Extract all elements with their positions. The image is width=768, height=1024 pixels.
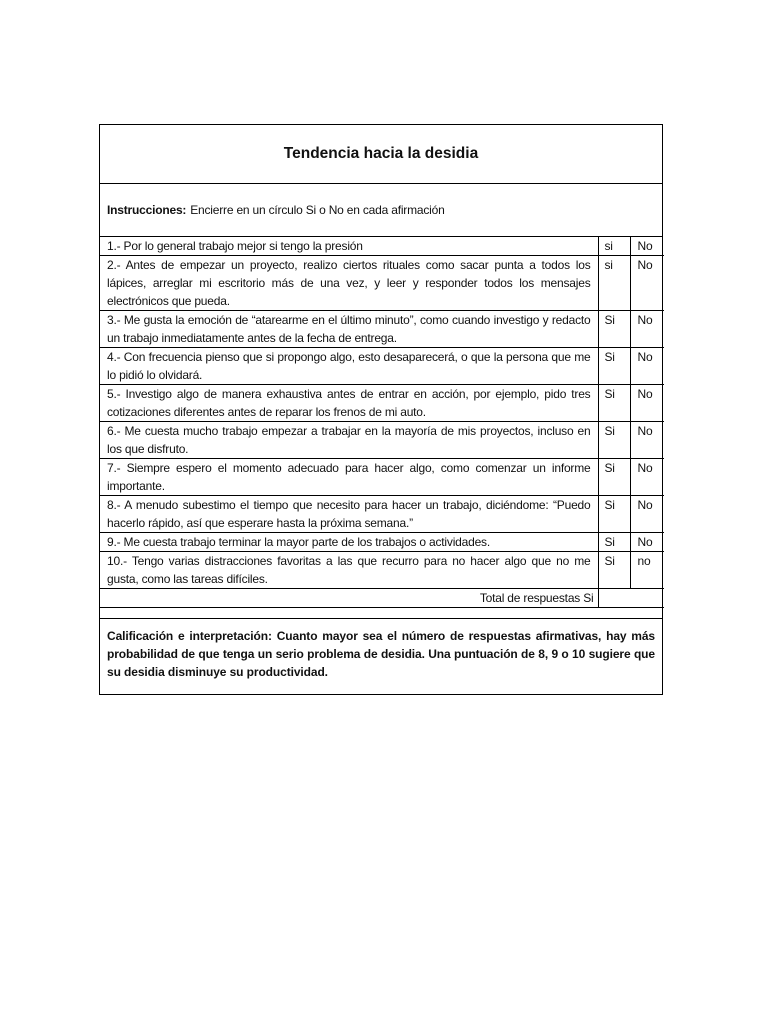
no-option[interactable]: No [630, 348, 664, 385]
scoring-text: Cuanto mayor sea el número de respuestas afirmativas, hay más probabilidad de que tenga un serio problema de desidia. Una puntuación de 8, 9 o 10 sugiere que su desidia disminuye su productividad. [107, 629, 655, 679]
si-option[interactable]: Si [598, 348, 630, 385]
si-option[interactable]: Si [598, 459, 630, 496]
item-text: 3.- Me gusta la emoción de “atarearme en el último minuto”, como cuando investigo y redacto un trabajo inmediatamente antes de la fecha de entrega. [100, 311, 598, 348]
si-option[interactable]: Si [598, 311, 630, 348]
item-row [100, 311, 664, 348]
instructions-text: Encierre en un círculo Si o No en cada afirmación [190, 203, 445, 217]
item-text: 7.- Siempre espero el momento adecuado para hacer algo, como comenzar un informe importante. [100, 459, 598, 496]
scoring-label: Calificación e interpretación: [107, 629, 272, 643]
si-option[interactable]: Si [598, 496, 630, 533]
si-option[interactable]: Si [598, 422, 630, 459]
no-option[interactable]: No [630, 256, 664, 311]
questionnaire-sheet [99, 124, 663, 695]
si-option[interactable]: si [598, 256, 630, 311]
item-text: 2.- Antes de empezar un proyecto, realizo ciertos rituales como sacar punta a todos los lápices, arreglar mi escritorio más de una vez, y leer y responder todos los mensajes electrónicos que pueda. [100, 256, 598, 311]
si-option[interactable]: Si [598, 385, 630, 422]
item-text: 9.- Me cuesta trabajo terminar la mayor parte de los trabajos o actividades. [100, 533, 598, 552]
item-text: 5.- Investigo algo de manera exhaustiva antes de entrar en acción, por ejemplo, pido tres cotizaciones diferentes antes de reparar los frenos de mi auto. [100, 385, 598, 422]
instructions-label: Instrucciones: [107, 203, 187, 217]
item-row [100, 496, 664, 533]
no-option[interactable]: No [630, 385, 664, 422]
item-row [100, 533, 664, 552]
title-row [100, 125, 662, 184]
item-row [100, 459, 664, 496]
total-label: Total de respuestas Si [100, 589, 598, 608]
no-option[interactable]: No [630, 311, 664, 348]
item-row [100, 385, 664, 422]
item-row [100, 256, 664, 311]
items-table [100, 237, 664, 608]
si-option[interactable]: si [598, 237, 630, 256]
no-option[interactable]: No [630, 533, 664, 552]
item-text: 1.- Por lo general trabajo mejor si tengo la presión [100, 237, 598, 256]
item-text: 6.- Me cuesta mucho trabajo empezar a trabajar en la mayoría de mis proyectos, incluso en los que disfruto. [100, 422, 598, 459]
item-row [100, 348, 664, 385]
item-row [100, 422, 664, 459]
page-title: Tendencia hacia la desidia [283, 145, 479, 162]
item-text: 4.- Con frecuencia pienso que si propongo algo, esto desaparecerá, o que la persona que me lo pidió lo olvidará. [100, 348, 598, 385]
total-value-cell[interactable] [598, 589, 664, 608]
item-row [100, 552, 664, 589]
si-option[interactable]: Si [598, 533, 630, 552]
si-option[interactable]: Si [598, 552, 630, 589]
item-text: 8.- A menudo subestimo el tiempo que necesito para hacer un trabajo, diciéndome: “Puedo hacerlo rápido, así que esperare hasta la próxima semana.” [100, 496, 598, 533]
no-option[interactable]: No [630, 237, 664, 256]
total-row [100, 589, 664, 608]
item-row [100, 237, 664, 256]
no-option[interactable]: No [630, 496, 664, 533]
no-option[interactable]: No [630, 459, 664, 496]
no-option[interactable]: No [630, 422, 664, 459]
scoring-section [100, 618, 662, 694]
item-text: 10.- Tengo varias distracciones favoritas a las que recurro para no hacer algo que no me gusta, como las tareas difíciles. [100, 552, 598, 589]
no-option[interactable]: no [630, 552, 664, 589]
instructions-row [100, 184, 662, 237]
